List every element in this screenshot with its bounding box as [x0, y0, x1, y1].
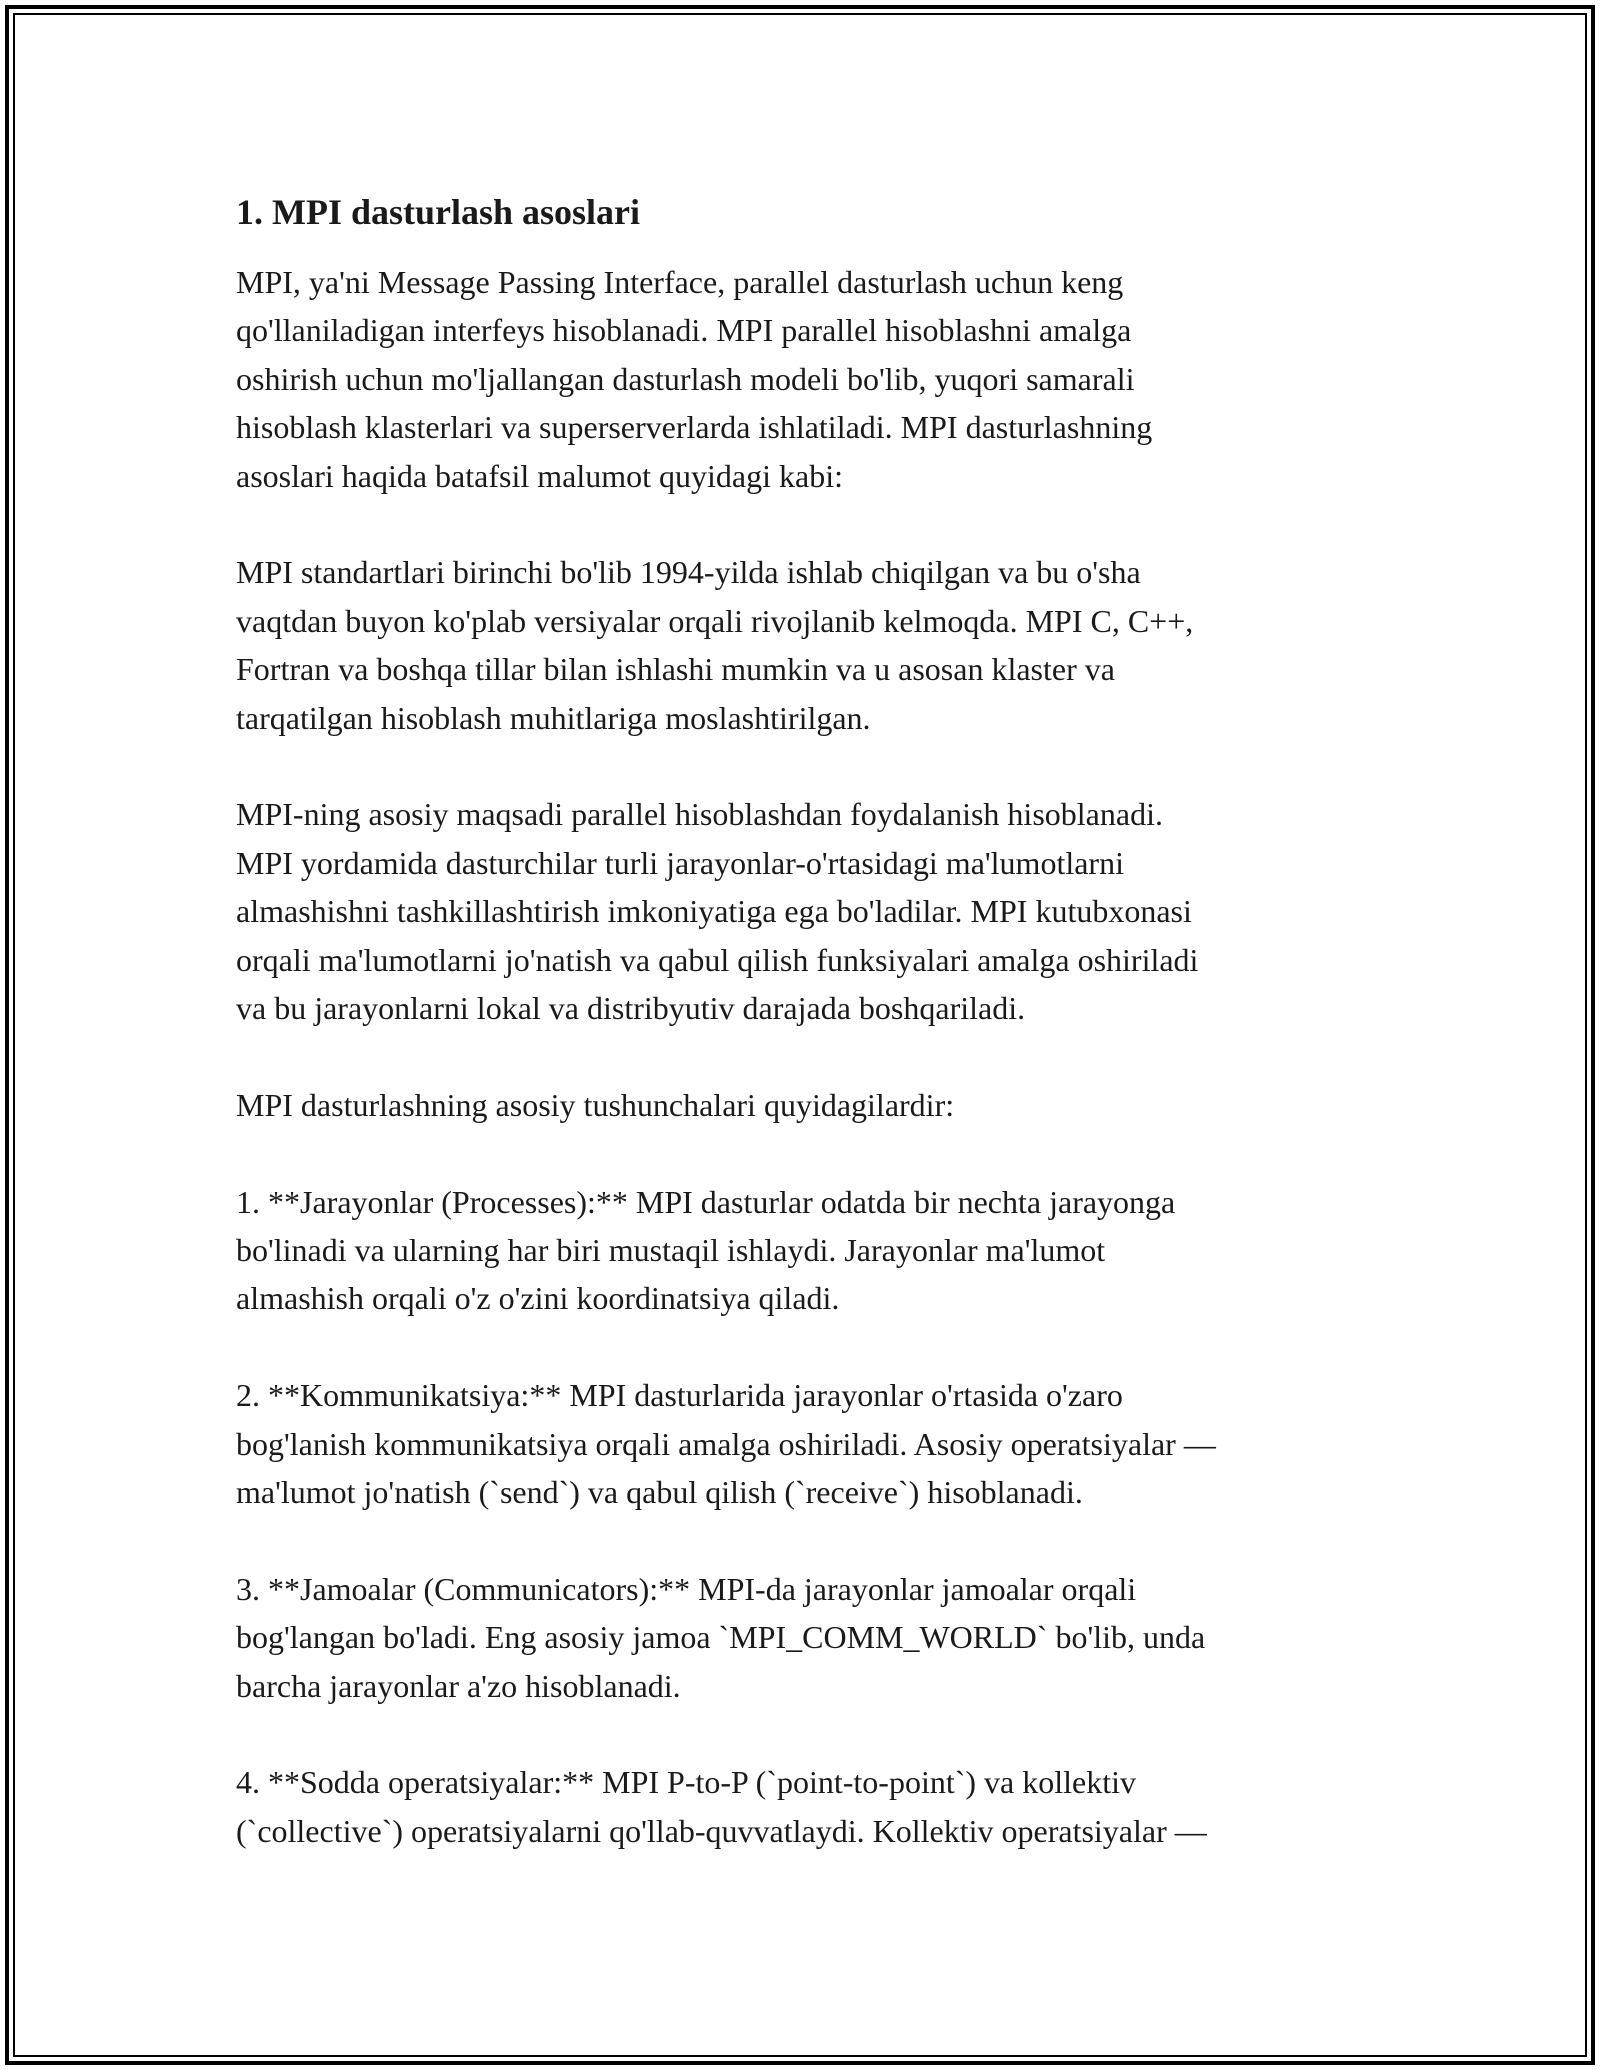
paragraph: [236, 790, 1386, 1032]
text-line: tarqatilgan hisoblash muhitlariga moslashtirilgan.: [236, 699, 871, 736]
text-line: MPI standartlari birinchi bo'lib 1994-yilda ishlab chiqilgan va bu o'sha: [236, 554, 1141, 591]
text-line: almashishni tashkillashtirish imkoniyatiga ega bo'ladilar. MPI kutubxonasi: [236, 893, 1192, 930]
text-line: MPI yordamida dasturchilar turli jarayonlar-o'rtasidagi ma'lumotlarni: [236, 844, 1124, 881]
text-line: orqali ma'lumotlarni jo'natish va qabul qilish funksiyalari amalga oshiriladi: [236, 941, 1199, 978]
text-line: hisoblash klasterlari va superserverlarda ishlatiladi. MPI dasturlashning: [236, 409, 1153, 446]
text-line: va bu jarayonlarni lokal va distribyutiv darajada boshqariladi.: [236, 990, 1026, 1027]
document-body: [236, 188, 1386, 1855]
paragraph-list: [236, 258, 1386, 1855]
paragraph: [236, 1178, 1386, 1323]
text-line: Fortran va boshqa tillar bilan ishlashi mumkin va u asosan klaster va: [236, 651, 1115, 688]
text-line: 3. **Jamoalar (Communicators):** MPI-da jarayonlar jamoalar orqali: [236, 1570, 1137, 1607]
paragraph: [236, 258, 1386, 500]
text-line: MPI dasturlashning asosiy tushunchalari quyidagilardir:: [236, 1086, 955, 1123]
paragraph: [236, 1565, 1386, 1710]
text-line: barcha jarayonlar a'zo hisoblanadi.: [236, 1667, 681, 1704]
section-heading: 1. MPI dasturlash asoslari: [236, 192, 641, 232]
text-line: bo'linadi va ularning har biri mustaqil ishlaydi. Jarayonlar ma'lumot: [236, 1232, 1106, 1269]
text-line: oshirish uchun mo'ljallangan dasturlash modeli bo'lib, yuqori samarali: [236, 360, 1135, 397]
text-line: ma'lumot jo'natish (`send`) va qabul qilish (`receive`) hisoblanadi.: [236, 1474, 1083, 1511]
text-line: 2. **Kommunikatsiya:** MPI dasturlarida jarayonlar o'rtasida o'zaro: [236, 1377, 1123, 1414]
text-line: asoslari haqida batafsil malumot quyidagi kabi:: [236, 457, 843, 494]
text-line: 4. **Sodda operatsiyalar:** MPI P-to-P (`point-to-point`) va kollektiv: [236, 1764, 1137, 1801]
paragraph: [236, 548, 1386, 742]
text-line: almashish orqali o'z o'zini koordinatsiya qiladi.: [236, 1280, 840, 1317]
paragraph: [236, 1081, 1386, 1129]
text-line: qo'llaniladigan interfeys hisoblanadi. MPI parallel hisoblashni amalga: [236, 312, 1132, 349]
text-line: MPI-ning asosiy maqsadi parallel hisoblashdan foydalanish hisoblanadi.: [236, 796, 1163, 833]
text-line: bog'langan bo'ladi. Eng asosiy jamoa `MPI_COMM_WORLD` bo'lib, unda: [236, 1619, 1206, 1656]
text-line: vaqtdan buyon ko'plab versiyalar orqali rivojlanib kelmoqda. MPI C, C++,: [236, 602, 1194, 639]
paragraph: [236, 1758, 1386, 1855]
text-line: 1. **Jarayonlar (Processes):** MPI dasturlar odatda bir nechta jarayonga: [236, 1183, 1176, 1220]
text-line: (`collective`) operatsiyalarni qo'llab-quvvatlaydi. Kollektiv operatsiyalar —: [236, 1812, 1207, 1849]
text-line: MPI, ya'ni Message Passing Interface, parallel dasturlash uchun keng: [236, 264, 1124, 300]
paragraph: [236, 1371, 1386, 1516]
text-line: bog'lanish kommunikatsiya orqali amalga oshiriladi. Asosiy operatsiyalar —: [236, 1425, 1216, 1462]
